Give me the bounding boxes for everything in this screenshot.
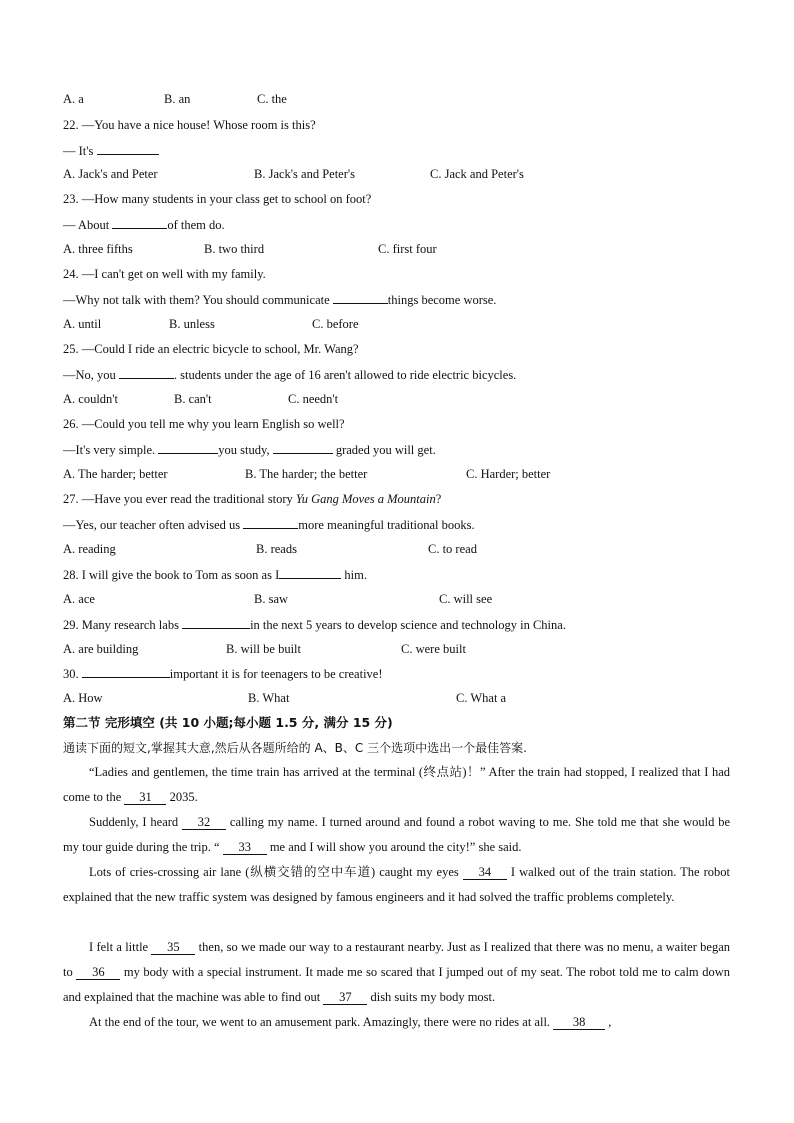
blank-37[interactable]: 37 [323, 990, 367, 1005]
q28-stem-prefix: 28. I will give the book to Tom as soon as I [63, 568, 280, 582]
q30-option-b: B. What [248, 691, 290, 705]
q30-stem-prefix: 30. [63, 667, 79, 681]
q30-stem [63, 665, 383, 682]
q29-blank[interactable] [182, 616, 250, 629]
section-2-instruction: 通读下面的短文,掌握其大意,然后从各题所给的 A、B、C 三个选项中选出一个最佳答案. [63, 741, 527, 755]
blank-38[interactable]: 38 [553, 1015, 605, 1030]
q24-answer-suffix: things become worse. [387, 293, 497, 307]
passage-p4-text-c: my body with a special instrument. It made me so scared that I jumped out of my seat. The robot told me to calm down and explained that the machine was able to find out [63, 965, 731, 1004]
q22-option-c: C. Jack and Peter's [430, 167, 524, 181]
q29-stem-suffix: in the next 5 years to develop science and technology in China. [250, 618, 566, 632]
q25-option-a: A. couldn't [63, 392, 119, 406]
q26-option-b: B. The harder; the better [245, 467, 368, 481]
q21-option-b: B. an [164, 92, 191, 106]
q21-option-a: A. a [63, 92, 84, 106]
q27-stem-suffix: ? [435, 492, 442, 506]
passage-paragraph-1 [63, 760, 730, 810]
q29-option-a: A. are building [63, 642, 139, 656]
q26-blank-1[interactable] [158, 441, 218, 454]
blank-33[interactable]: 33 [223, 840, 267, 855]
q27-answer-suffix: more meaningful traditional books. [298, 518, 475, 532]
passage-p5-text-a: At the end of the tour, we went to an amusement park. Amazingly, there were no rides at all. [89, 1015, 551, 1029]
q26-blank-2[interactable] [273, 441, 333, 454]
section-2-title: 第二节 完形填空 (共 10 小题;每小题 1.5 分, 满分 15 分) [63, 715, 393, 730]
q23-option-a: A. three fifths [63, 242, 133, 256]
blank-34[interactable]: 34 [463, 865, 507, 880]
passage-paragraph-3 [63, 860, 730, 910]
q24-option-a: A. until [63, 317, 102, 331]
q27-answer-prefix: —Yes, our teacher often advised us [63, 518, 241, 532]
q23-stem: 23. —How many students in your class get to school on foot? [63, 192, 372, 206]
q23-answer-prefix: — About [63, 218, 110, 232]
passage-p2-text-c: me and I will show you around the city!” she said. [269, 840, 522, 854]
q23-answer-suffix: of them do. [167, 218, 225, 232]
q28-blank[interactable] [279, 566, 341, 579]
q29-option-c: C. were built [401, 642, 466, 656]
q25-blank[interactable] [119, 366, 174, 379]
q27-stem-prefix: 27. —Have you ever read the traditional story [63, 492, 293, 506]
blank-35[interactable]: 35 [151, 940, 195, 955]
q26-answer-mid: you study, [218, 443, 270, 457]
q28-stem [63, 566, 367, 583]
q28-option-b: B. saw [254, 592, 289, 606]
q25-option-c: C. needn't [288, 392, 339, 406]
q25-stem: 25. —Could I ride an electric bicycle to school, Mr. Wang? [63, 342, 359, 356]
q24-option-b: B. unless [169, 317, 215, 331]
q29-option-b: B. will be built [226, 642, 301, 656]
q27-stem [63, 491, 441, 507]
q24-answer-prefix: —Why not talk with them? You should communicate [63, 293, 330, 307]
passage-p2-text-a: Suddenly, I heard [89, 815, 179, 829]
blank-36[interactable]: 36 [76, 965, 120, 980]
q29-stem-prefix: 29. Many research labs [63, 618, 179, 632]
passage-p1-text-b: 2035. [169, 790, 198, 804]
q28-stem-suffix: him. [344, 568, 367, 582]
passage-p2-text-b: calling my name. I turned around and found a robot waving to me. She told me that she would be my tour guide during the trip. “ [63, 815, 731, 854]
passage-paragraph-4 [63, 935, 730, 1010]
q24-answer-line [63, 291, 496, 308]
q22-option-a: A. Jack's and Peter [63, 167, 158, 181]
q23-blank[interactable] [112, 216, 167, 229]
passage-p3-text-a: Lots of cries-crossing air lane (纵横交错的空中车道) caught my eyes [89, 865, 459, 879]
q25-answer-suffix: . students under the age of 16 aren't allowed to ride electric bicycles. [173, 368, 517, 382]
passage-p1-text-a: “Ladies and gentlemen, the time train has arrived at the terminal (终点站)！” After the train had stopped, I realized that I had come to the [63, 765, 730, 804]
q25-answer-prefix: —No, you [63, 368, 116, 382]
q24-blank[interactable] [333, 291, 388, 304]
q27-option-b: B. reads [256, 542, 297, 556]
passage-p4-text-d: dish suits my body most. [370, 990, 496, 1004]
blank-32[interactable]: 32 [182, 815, 226, 830]
passage-p4-text-a: I felt a little [89, 940, 149, 954]
q30-option-c: C. What a [456, 691, 507, 705]
q26-option-a: A. The harder; better [63, 467, 168, 481]
q30-blank[interactable] [82, 665, 170, 678]
q27-answer-line [63, 516, 475, 533]
passage-p3-text-b: I walked out of the train station. The robot explained that the new traffic system was designed by famous engineers and it had solved the traffic problems completely. [63, 865, 731, 904]
q29-stem [63, 616, 566, 633]
q27-option-c: C. to read [428, 542, 477, 556]
passage-p4-text-b: then, so we made our way to a restaurant nearby. Just as I realized that there was no menu, a waiter began to [63, 940, 731, 979]
q27-blank[interactable] [243, 516, 298, 529]
q25-answer-line [63, 366, 516, 383]
q27-story-title: Yu Gang Moves a Mountain [295, 492, 436, 506]
q27-option-a: A. reading [63, 542, 116, 556]
q24-option-c: C. before [312, 317, 359, 331]
q22-stem: 22. —You have a nice house! Whose room is this? [63, 118, 316, 132]
q26-stem: 26. —Could you tell me why you learn English so well? [63, 417, 345, 431]
q26-answer-prefix: —It's very simple. [63, 443, 156, 457]
passage-paragraph-5 [63, 1010, 730, 1035]
q30-option-a: A. How [63, 691, 103, 705]
q26-option-c: C. Harder; better [466, 467, 551, 481]
q25-option-b: B. can't [174, 392, 212, 406]
q26-answer-suffix: graded you will get. [335, 443, 436, 457]
q21-option-c: C. the [257, 92, 287, 106]
q26-answer-line [63, 441, 436, 458]
q22-option-b: B. Jack's and Peter's [254, 167, 356, 181]
q28-option-a: A. ace [63, 592, 95, 606]
q23-option-b: B. two third [204, 242, 265, 256]
q22-answer-line [63, 142, 159, 159]
passage-paragraph-2 [63, 810, 730, 860]
blank-31[interactable]: 31 [124, 790, 166, 805]
q22-answer-prefix: — It's [63, 144, 94, 158]
passage-p5-text-b: , [608, 1015, 612, 1029]
q24-stem: 24. —I can't get on well with my family. [63, 267, 266, 281]
q28-option-c: C. will see [439, 592, 493, 606]
q30-stem-suffix: important it is for teenagers to be creative! [169, 667, 383, 681]
q22-blank[interactable] [97, 142, 159, 155]
q23-answer-line [63, 216, 225, 233]
q23-option-c: C. first four [378, 242, 437, 256]
